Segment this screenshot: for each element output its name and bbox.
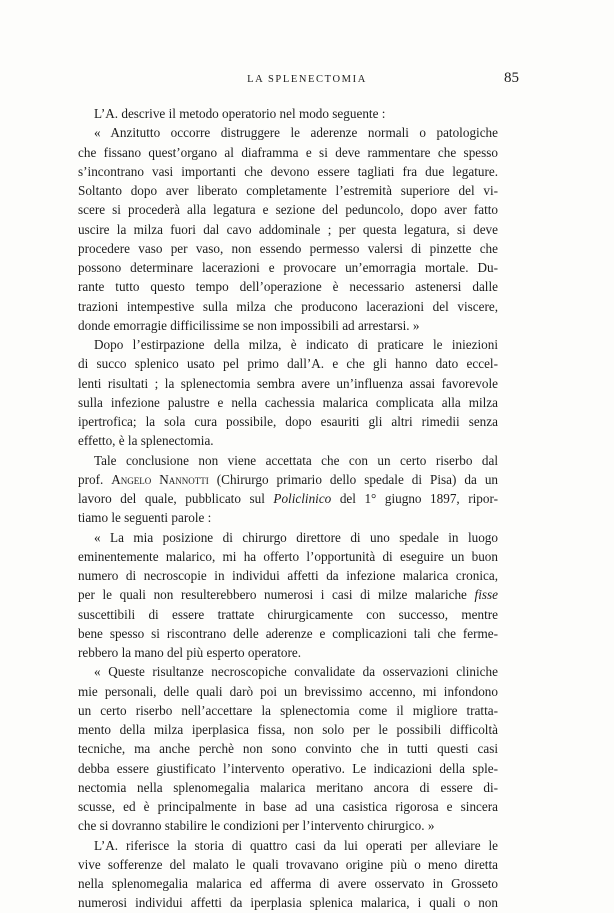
emphasis-text: fisse	[474, 587, 498, 603]
text-line: scere si procederà alla legatura e sezione del peduncolo, dopo aver fatto	[78, 202, 498, 218]
paragraph	[78, 335, 498, 451]
text-line: « La mia posizione di chirurgo direttore di uno spedale in luogo	[94, 529, 498, 545]
text-line: L’A. descrive il metodo operatorio nel modo seguente :	[94, 106, 386, 121]
text-line: lenti risultati ; la splenectomia sembra avere un’influenza assai favorevole	[78, 375, 498, 391]
text-line: Dopo l’estirpazione della milza, è indicato di praticare le iniezioni	[94, 337, 498, 352]
text-line: suscettibili di essere trattate chirurgicamente con successo, mentre	[78, 606, 498, 622]
running-title: LA SPLENECTOMIA	[247, 74, 367, 85]
text-line: numero di necroscopie in individui affetti da infezione malarica cronica,	[78, 568, 498, 583]
text-line: Tale conclusione non viene accettata che con un certo riserbo dal	[94, 452, 498, 468]
author-name: Angelo Nannotti	[111, 471, 209, 487]
text-line: « Anzitutto occorre distruggere le aderenze normali o patologiche	[94, 125, 498, 141]
text-line: debba essere giustificato l’intervento operativo. Le indicazioni della sple-	[78, 760, 498, 776]
text-line	[78, 585, 498, 604]
text-line: s’incontrano vasi importanti che devono essere tagliati fra due legature.	[78, 163, 498, 179]
text-line: che fissano quest’organo al diaframma e si deve rammentare che spesso	[78, 144, 498, 160]
text-line: possono determinare lacerazioni e provocare un’emorragia mortale. Du-	[78, 260, 498, 275]
paragraph	[78, 451, 498, 528]
paragraph	[78, 662, 498, 835]
paragraph	[78, 528, 498, 663]
text-fragment: per le quali non resulterebbero numerosi i casi di milze malariche	[78, 587, 475, 603]
text-line: effetto, è la splenectomia.	[78, 433, 214, 449]
text-line	[78, 470, 498, 489]
text-line: che si dovranno stabilire le condizioni per l’intervento chirurgico. »	[78, 818, 435, 834]
text-line: ipertrofica; la sola cura possibile, dopo esauriti gli altri rimedii senza	[78, 414, 498, 429]
text-line: di succo splenico usato pel primo dall’A. e che gli hanno dato eccel-	[78, 356, 498, 372]
text-line: mie personali, delle quali darò poi un brevissimo accenno, mi infondono	[78, 683, 498, 699]
paragraph	[78, 836, 498, 913]
paragraph	[78, 104, 498, 123]
paragraph	[78, 123, 498, 335]
journal-title: Policlinico	[273, 491, 332, 506]
text-fragment: prof.	[78, 471, 112, 487]
text-line: L’A. riferisce la storia di quattro casi da lui operati per alleviare le	[94, 837, 498, 853]
text-line: nella splenomegalia malarica ed afferma di avere osservato in Grosseto	[78, 876, 498, 891]
text-line: rebbero la mano del più esperto operatore.	[78, 645, 301, 660]
text-line: tiamo le seguenti parole :	[78, 510, 212, 526]
text-line: mento della milza iperplasica fissa, non solo per le possibili difficoltà	[78, 722, 498, 737]
text-line: nectomia nella splenomegalia malarica meritano ancora di essere di-	[78, 779, 498, 795]
text-line	[78, 489, 498, 508]
page-header	[0, 70, 614, 90]
text-line: donde emorragie difficilissime se non impossibili ad arrestarsi. »	[78, 317, 420, 333]
text-line: sulla infezione palustre e nella cachessia malarica complicata alla milza	[78, 394, 498, 410]
text-line: vive sofferenze del malato le quali trovavano origine più o meno diretta	[78, 856, 498, 872]
text-line: uscire la milza fuori dal cavo addominale ; per questa legatura, si deve	[78, 221, 498, 237]
text-fragment: (Chirurgo primario dello spedale di Pisa) da un	[208, 471, 499, 487]
text-line: procedere vaso per vaso, non essendo permesso valersi di pinzette che	[78, 240, 498, 256]
text-line: bene spesso si riscontrano delle aderenze e complicazioni tali che ferme-	[78, 625, 498, 641]
text-line: trazioni intempestive sulla milza che producono lacerazioni del viscere,	[78, 298, 498, 314]
text-line: scusse, ed è principalmente in base ad una casistica rigorosa e sincera	[78, 799, 498, 814]
text-line: « Queste risultanze necroscopiche convalidate da osservazioni cliniche	[94, 664, 498, 680]
text-fragment: lavoro del quale, pubblicato sul	[78, 491, 274, 506]
body-text	[78, 104, 498, 913]
text-line: numerosi individui affetti da iperplasia splenica malarica, i quali o non	[78, 895, 498, 911]
page-number: 85	[504, 70, 519, 86]
text-fragment: del 1° giugno 1897, ripor-	[331, 491, 499, 506]
text-line: Soltanto dopo aver liberato completamente l’estremità superiore del vi-	[78, 183, 498, 198]
text-line: tecniche, ma anche perchè non sono convinto che in tutti questi casi	[78, 741, 498, 757]
text-line: eminentemente malarico, mi ha offerto l’opportunità di eseguire un buon	[78, 548, 498, 564]
text-line: rante tutto questo tempo dell’operazione è necessario astenersi dalle	[78, 279, 498, 295]
text-line: un certo riserbo nell’accettare la splenectomia come il migliore tratta-	[78, 702, 498, 718]
